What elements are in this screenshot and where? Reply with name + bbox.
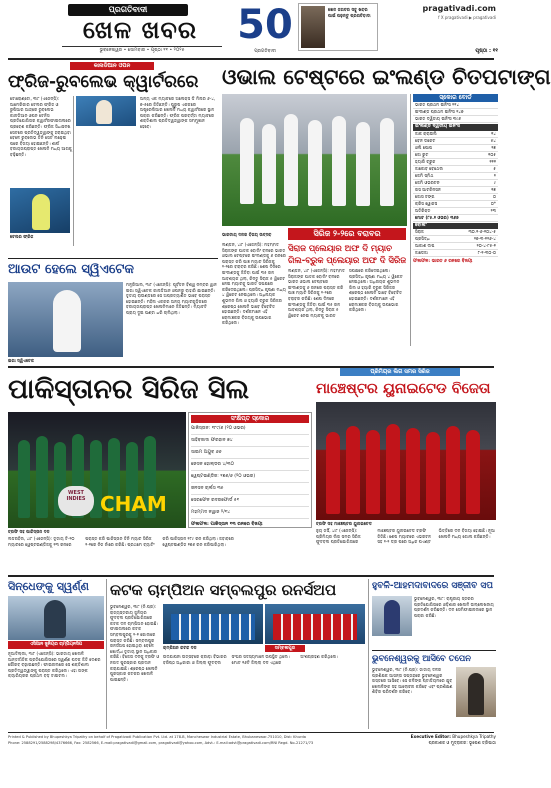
batting-row: ଜାକୋବ ବେଥେଲ ୫ — [415, 165, 496, 171]
canada-photo-small — [76, 96, 136, 126]
hubli-body: ଭୁବନେଶ୍ୱର, ୩ା୮: ରାଷ୍ଟ୍ରୀୟ ସ୍ତରର ପ୍ରତିଯୋଗିତାରେ ଓଡ଼ିଶାର ଖେଳାଳି ଉଲ୍ଲେଖନୀୟ ପ୍ରଦର୍ଶନ କରିଛନ୍ତି। ଦଳ ସେମିଫାଇନାଲରେ ସ୍ଥାନ ପକ୍କା କରିଛି। — [414, 596, 494, 618]
pakistan-body: ଲଡରହିଲ, ୪ା୮ (ଏଜେନ୍ସି): ତୃତୀୟ ଟି-୨୦ ମ୍ୟାଚରେ ୱେଷ୍ଟଇଣ୍ଡିଜକୁ ୧୩ ରନରେ ପରାସ୍ତ କରି ପାକିସ୍ତାନ ତିନି ମ୍ୟାଚ ସିରିଜ ୨-୧ରେ ନିଜ ନାଁରେ କରିଛି। ପ୍ରଥମେ ବ୍ୟାଟିଂ କରି ପାକିସ୍ତାନ ୧୮୯ ରନ କରିଥିଲା। ଜବାବରେ ୱେଷ୍ଟଇଣ୍ଡିଜ ୧୭୬ ରନ କରିପାରିଥିଲା। — [8, 536, 234, 547]
social-handles: f X pragativadi ▶ pragativadi — [438, 15, 496, 20]
manutd-photo-caption: ଟ୍ରଫି ସହ ମାଞ୍ଚେଷ୍ଟର ୟୁନାଇଟେଡ — [316, 521, 372, 526]
batting-row: ଗସ ଆଟକିନସନ ୧୭ — [415, 186, 496, 192]
anniversary-number: 50 — [237, 2, 293, 48]
scoreboard-line: ଭାରତ ଦ୍ୱିତୀୟ ଇନିଂସ ୩୯୬ — [413, 116, 498, 123]
site-url[interactable]: pragativadi.com — [422, 4, 496, 13]
short-score-line: ଫଳାଫଳ: ପାକିସ୍ତାନ ୧୩ ରନରେ ବିଜୟୀ — [191, 522, 263, 527]
bowling-title: ବୋଲିଂ — [413, 223, 498, 230]
canada-body: ଟୋରୋଣ୍ଟୋ, ୩ା୮ (ଏଜେନ୍ସି): ଆମେରିକାର ଟେଲର ଫ୍ରିଜ ଓ ରୁଷିଆର ଆନ୍ଦ୍ରେ ରୁବଲେଭ କାନାଡିଆନ ଓପନ ଟେନିସ ପ୍ରତିଯୋଗିତାର କ୍ୱାର୍ଟରଫାଇନାଲରେ ପ୍ରବେଶ କରିଛନ୍ତି। ଫ୍ରିଜ ସିଧାସଳଖ ସେଟରେ ପ୍ରତିଦ୍ୱନ୍ଦ୍ୱୀଙ୍କୁ ହରାଇଥିବା ବେଳେ ରୁବଲେଭ ତିନି ସେଟ ଲଢ଼େଇ ପରେ ବିଜୟୀ ହୋଇଛନ୍ତି। ଶୀର୍ଷ ବରୀୟତାପ୍ରାପ୍ତ ଖେଳାଳି ମଧ୍ୟ ଆଗକୁ ବଢ଼ିଛନ୍ତି। — [10, 96, 72, 157]
manutd-headline: ମାଞ୍ଚେଷ୍ଟର ୟୁନାଇଟେଡ ବିଜେତା — [316, 381, 491, 397]
brand-logo: ପ୍ରଗତିବାଦୀ — [68, 4, 188, 16]
canada-headline: ଫ୍ରିଜ-ରୁବଲେଭ କ୍ୱାର୍ଟରରେ — [8, 72, 199, 92]
divider — [8, 258, 218, 259]
cuttack-photo-caption-2: ଚାମ୍ପିଅନ କଟକ ଦଳ — [163, 645, 197, 650]
divider — [368, 579, 369, 729]
canada-kicker: କାନାଡିଆନ ଓପନ — [70, 62, 154, 70]
swiatek-photo-caption: ଇଗା ସ୍ୱିଏଟେକ — [8, 358, 35, 363]
cuttack-headline: କଟକ ଚାମ୍ପିଅନ ସମ୍ବଲପୁର ରନର୍ସଅପ — [110, 581, 337, 599]
footer-imprint — [8, 734, 348, 756]
bhubaneswar-body: ଭୁବନେଶ୍ୱର, ୩ା୮ (ନି.ପ୍ର): ଜାତୀୟ ଦଳର ପ୍ରଶିକ୍ଷକ ଆସନ୍ତା ସପ୍ତାହରେ ଭୁବନେଶ୍ୱର ଗସ୍ତରେ ଆସିବେ। ସେ କଳିଙ୍ଗ ଷ୍ଟାଡିୟମରେ ଯୁବ ଖେଳାଳିଙ୍କ ସହ ଆଲୋଚନା କରିବେ ଏବଂ ପ୍ରଶିକ୍ଷଣ ଶିବିର ପରିଦର୍ଶନ କରିବେ। — [372, 667, 453, 695]
section-title: ଖେଳ ଖବର — [82, 16, 198, 44]
sindhu-badge: ଏସିଆନ ଜୁନିୟର ଚାମ୍ପିୟନସିପ — [8, 641, 104, 649]
sindhu-body: ନୂଆଦିଲ୍ଲୀ, ୩ା୮ (ଏଜେନ୍ସି): ଭାରତୀୟ ଖେଳାଳି ଆନ୍ତର୍ଜାତିକ ପ୍ରତିଯୋଗିତାରେ ସ୍ୱର୍ଣ୍ଣ ପଦକ ଜିତି ଦେଶର ଗୌରବ ବଢ଼ାଇଛନ୍ତି। ଫାଇନାଲରେ ସେ ଶକ୍ତିଶାଳୀ ପ୍ରତିଦ୍ୱନ୍ଦ୍ୱୀଙ୍କୁ ପରାସ୍ତ କରିଥିଲେ। ଏହା ତାଙ୍କ କ୍ୟାରିୟରର ପ୍ରଥମ ବଡ଼ ଟାଇଟଲ। — [8, 651, 101, 679]
bowling-row: ଆକାଶ ଦୀପ ୨୦-୪-୮୫-୧ — [415, 243, 496, 248]
scoreboard-line: ଭାରତ ପ୍ରଥମ ଇନିଂସ ୨୨୪ — [413, 102, 498, 109]
canada-body-2: ଅନ୍ୟ ଏକ ମ୍ୟାଚରେ ଅଲେକ୍ସ ଡି ମିନାର ୬-୪, ୭-୫ରେ ଜିତିଛନ୍ତି। ପୁରୁଷ ଏକକରେ ଅଷ୍ଟ୍ରେଲିଆର ଖେଳାଳି ମଧ୍ୟ କ୍ୱାର୍ଟରରେ ସ୍ଥାନ ପକ୍କା କରିଛନ୍ତି। ଫ୍ରିଜ ପରବର୍ତ୍ତୀ ମ୍ୟାଚରେ ଶକ୍ତିଶାଳୀ ପ୍ରତିଦ୍ୱନ୍ଦ୍ୱୀଙ୍କ ସମ୍ମୁଖୀନ ହେବେ। — [140, 96, 216, 129]
contact-line: Phone: 2588291/2588298/4376666, Fax: 2582566, E-mail:pragativadi@gmail.com, pragativadi@yahoo.com, Advt.: E-mail:advt@pragativadi.com/RNI Regd. No-21271/73 — [8, 741, 314, 745]
short-score-box — [188, 412, 312, 528]
cuttack-photo-1 — [163, 604, 263, 644]
scoreboard-line: ଇଂଲଣ୍ଡ ପ୍ରଥମ ଇନିଂସ ୨୪୭ — [413, 109, 498, 116]
short-score-line: ସାହିବଜାଦା ଫରହାନ ୭୪ — [191, 435, 309, 447]
batting-row: ହ୍ୟାରି ବ୍ରୁକ ୧୧୧ — [415, 158, 496, 164]
champ-text: CHAM — [100, 492, 167, 516]
divider — [73, 96, 74, 246]
pakistan-photo — [8, 412, 186, 528]
bowling-row: ସିରାଜ ୩୦.୧-୬-୧୦୪-୫ — [415, 229, 496, 234]
short-score-line: ୱେଷ୍ଟଇଣ୍ଡିଜ: ୧୭୬/୬ (୨୦ ଓଭର) — [191, 471, 309, 483]
short-score-line: ସାଇମ ଅୟୁବ ୬୬ — [191, 447, 309, 459]
oval-deck-2: ଗିଲ-ବ୍ରୁକ ପ୍ଲେୟାର ଅଫ ଦି ସିରିଜ — [288, 255, 407, 265]
swiatek-photo — [8, 282, 123, 357]
bowling-row: ପ୍ରସିଦ୍ଧ ୨୭-୩-୧୨୬-୪ — [415, 236, 496, 241]
swiatek-body: ମନ୍ଟ୍ରିଆଲ, ୩ା୮ (ଏଜେନ୍ସି): ପୂର୍ବତନ ବିଶ୍ୱ ନମ୍ବର ୱାନ ଇଗା ସ୍ୱିଏଟେକ କାନାଡିଆନ ଓପନରୁ ବାହାରି ଯାଇଛନ୍ତି। ତୃତୀୟ ରାଉଣ୍ଡରେ ସେ ଅପ୍ରତ୍ୟାଶିତ ଭାବେ ପରାସ୍ତ ହୋଇଛନ୍ତି। ମହିଳା ଏକକର ଅନ୍ୟ ମ୍ୟାଚଗୁଡ଼ିକରେ ବରୀୟତାପ୍ରାପ୍ତ ଖେଳାଳିମାନେ ଜିତିଛନ୍ତି। ମ୍ୟାଚଟି ପ୍ରାୟ ଦୁଇ ଘଣ୍ଟା ଧରି ଚାଲିଥିଲା। — [126, 282, 217, 315]
footer-rule — [8, 732, 494, 733]
batting-list — [413, 131, 498, 215]
batting-row: ଓଲି ପୋପ ୨୭ — [415, 144, 496, 150]
editor-label: Executive Editor: — [410, 734, 451, 739]
promo-text: ଖେଳ ଜଗତର ସବୁ ଖବର ପାଇଁ ପଢ଼ନ୍ତୁ ପ୍ରଗତିବାଦୀ — [328, 7, 371, 18]
page-number: ପୃଷ୍ଠା : ୧୧ — [475, 48, 498, 54]
editor-name: Bhupeshkya Tripathy — [452, 734, 496, 739]
batting-row: ଅତିରିକ୍ତ ୨୩ — [415, 207, 496, 213]
divider — [106, 579, 107, 729]
anniversary-logo — [235, 2, 295, 56]
dateline: ଭୁବନେଶ୍ୱର • ସୋମବାର • ପୃଷ୍ଠା ୧୧ • ୨୦୨୫ — [62, 46, 222, 53]
batting-row: ଜୋ ରୁଟ ୧୦୫ — [415, 151, 496, 157]
short-score-title: ସଂକ୍ଷିପ୍ତ ସ୍କୋର — [191, 415, 309, 423]
divider — [372, 650, 496, 651]
divider — [8, 575, 494, 577]
canada-photo-main — [10, 188, 70, 233]
hubli-photo — [372, 596, 412, 636]
bowling-row: ଜାଡେଜା ୮-୧-୩୦-୦ — [415, 250, 496, 255]
short-score-line: ଜେସନ ହୋଲ୍ଡର ୪/୩୦ — [191, 459, 309, 471]
sindhu-headline: ସିନ୍ଧେଙ୍କୁ ସ୍ୱର୍ଣ୍ଣ — [8, 580, 89, 593]
manutd-kicker: ପ୍ରିମିୟର ଲିଗ ସମର ସିରିଜ — [340, 368, 460, 376]
scoreboard-result: ଫଳାଫଳ: ଭାରତ ୬ ରନରେ ବିଜୟୀ — [413, 259, 473, 264]
editor-sub: ପ୍ରକାଶକ ଓ ମୁଦ୍ରାକର: ଭୂପେଶ ତ୍ରିପାଠୀ — [428, 740, 496, 745]
bhubaneswar-photo — [456, 667, 496, 717]
manutd-photo — [316, 402, 496, 520]
short-score-line: ମହମ୍ମଦ ନୱାଜ ୨/୧୪ — [191, 507, 309, 519]
cuttack-body-2: ଉଦଯାପନୀ ଉତ୍ସବରେ କ୍ରୀଡ଼ା ବିଭାଗର ବରିଷ୍ଠ ଅଧିକାରୀ ଓ ଜିଲ୍ଲା ଫୁଟବଲ ସଂଘର ସଦସ୍ୟମାନେ ଉପସ୍ଥିତ ଥିଲେ। ମୋଟ ୧୬ଟି ଜିଲ୍ଲା ଦଳ ଏଥିରେ ଅଂଶଗ୍ରହଣ କରିଥିଲେ। — [163, 654, 339, 665]
promo-photo — [301, 6, 325, 48]
canada-photo-caption: ଟେଲର ଫ୍ରିଜ — [10, 234, 34, 239]
scoreboard-title: ସ୍କୋର ବୋର୍ଡ — [413, 94, 498, 102]
manutd-body: ନ୍ୟୁ ଜର୍ସି, ୪ା୮ (ଏଜେନ୍ସି): ପ୍ରିମିୟର ଲିଗ ସମର ସିରିଜ ଫୁଟବଲ ପ୍ରତିଯୋଗିତାରେ ମାଞ୍ଚେଷ୍ଟର ୟୁନାଇଟେଡ ଟ୍ରଫି ଜିତିଛି। ଶେଷ ମ୍ୟାଚରେ ଏଭରଟନ ସହ ୨-୨ ଡ୍ର ପରେ ଅଧିକ ପଏଣ୍ଟ ଭିତ୍ତିରେ ଦଳ ବିଜୟୀ ହୋଇଛି। ନୂଆ ଖେଳାଳି ମଧ୍ୟ ଗୋଲ କରିଛନ୍ତି। — [316, 528, 495, 545]
oval-headline: ଓଭାଲ ଟେଷ୍ଟରେ ଇଂଲଣ୍ଡ ଚିତପଟାଙ୍ଗ — [222, 65, 551, 89]
short-score-line: ସେରଫେନ ରଦରଫୋର୍ଡ ୫୧ — [191, 495, 309, 507]
cuttack-photo-2 — [265, 604, 365, 644]
batting-row: ଜେମି ଓଭରଟନ ୯ — [415, 179, 496, 185]
cuttack-photo-caption: ସମ୍ବଲପୁର — [265, 645, 305, 652]
oval-sub-headline: ସିରିଜ ୨-୨ରେ ବରାବର — [288, 228, 406, 240]
hubli-headline: ହୁବଳି-ଆହମଦାବାଦରେ ସଞ୍ଜୀବ ସପ — [372, 581, 493, 591]
short-score-line: ଜନସନ ଚାର୍ଲସ ୩୫ — [191, 483, 309, 495]
oval-body: ଲଣ୍ଡନ, ୪ା୮ (ଏଜେନ୍ସି): ମହମ୍ମଦ ସିରାଜଙ୍କ ଘାତକ ବୋଲିଂ ବଳରେ ଭାରତ ଓଭାଲ ଟେଷ୍ଟରେ ଇଂଲଣ୍ଡକୁ ୬ ରନରେ ପରାସ୍ତ କରି ପାଞ୍ଚ ମ୍ୟାଚ ସିରିଜକୁ ୨-୨ରେ ବରାବର କରିଛି। ଶେଷ ଦିନରେ ଇଂଲଣ୍ଡକୁ ଜିତିବା ପାଇଁ ୩୫ ରନ ଆବଶ୍ୟକ ଥିଲା, କିନ୍ତୁ ସିରାଜ ୫ ୱିକେଟ ନେଇ ମ୍ୟାଚକୁ ଭାରତ ସପକ୍ଷରେ କରିଦେଇଥିଲେ। ପ୍ରସିଦ୍ଧ କୃଷ୍ଣା ମଧ୍ୟ ୪ ୱିକେଟ ନେଇଥିଲେ। ଅଧିନାୟକ ଶୁଭମନ ଗିଲ ଓ ହ୍ୟାରି ବ୍ରୁକ ସିରିଜର ଶ୍ରେଷ୍ଠ ଖେଳାଳି ଭାବେ ବିବେଚିତ ହୋଇଛନ୍ତି। ଦର୍ଶକମାନେ ଏହି ରୋମାଞ୍ଚକର ବିଜୟକୁ ଉପଭୋଗ କରିଥିଲେ। — [222, 242, 286, 326]
sindhu-photo — [8, 596, 104, 640]
batting-row: ଜାକ କ୍ରାଉଲି ୧୪ — [415, 130, 496, 136]
batting-row: କ୍ରିସ ୱୋକସ ୦* — [415, 200, 496, 206]
masthead — [0, 0, 500, 60]
pakistan-photo-caption: ଟ୍ରଫି ସହ ପାକିସ୍ତାନ ଦଳ — [8, 529, 50, 534]
short-score-line: ପାକିସ୍ତାନ: ୧୮୯/୬ (୨୦ ଓଭର) — [191, 423, 309, 435]
cuttack-body: ଭୁବନେଶ୍ୱର, ୩ା୮ (ନି.ପ୍ର): ରାଜ୍ୟସ୍ତରୀୟ ଜୁନିୟର ଫୁଟବଲ ପ୍ରତିଯୋଗିତାରେ କଟକ ଦଳ ଚାମ୍ପିଅନ ହୋଇଛି। ଫାଇନାଲରେ କଟକ ସମ୍ବଲପୁରକୁ ୨-୧ ଗୋଲରେ ପରାସ୍ତ କରିଛି। ସମ୍ବଲପୁର ରନର୍ସଅପ ହୋଇଥିବା ବେଳେ ଖୋର୍ଦ୍ଧା ତୃତୀୟ ସ୍ଥାନ ଅଧିକାର କରିଛି। ବିଜେତା ଦଳକୁ ଟ୍ରଫି ଓ ନଗଦ ପୁରସ୍କାର ପ୍ରଦାନ କରାଯାଇଛି। ଶ୍ରେଷ୍ଠ ଖେଳାଳି ପୁରସ୍କାର କଟକର ଖେଳାଳି ପାଇଛନ୍ତି। — [110, 604, 160, 682]
batting-row: ଜେମି ସ୍ମିଥ ୨ — [415, 172, 496, 178]
batting-row: ବେନ ଡକେଟ ୫୪ — [415, 137, 496, 143]
scoreboard-section: ଇଂଲଣ୍ଡ ଦ୍ୱିତୀୟ ଇନିଂସ — [413, 124, 498, 131]
promo-box — [298, 3, 378, 51]
swiatek-headline: ଆଉଟ ହେଲେ ସ୍ୱିଏଟେକ — [8, 262, 134, 277]
oval-deck-1: ସିରାଜ ପ୍ଲେୟାର ଅଫ ଦି ମ୍ୟାଚ — [288, 243, 392, 253]
scoreboard-total: ମୋଟ (୮୫.୧ ଓଭର) ୩୬୭ — [413, 215, 498, 222]
oval-photo-caption: ଭାରତୀୟ ଦଳର ବିଜୟ ଉତ୍ସବ — [222, 232, 272, 237]
footer-editor — [352, 734, 496, 756]
oval-body-cont: ଲଣ୍ଡନ, ୪ା୮ (ଏଜେନ୍ସି): ମହମ୍ମଦ ସିରାଜଙ୍କ ଘାତକ ବୋଲିଂ ବଳରେ ଭାରତ ଓଭାଲ ଟେଷ୍ଟରେ ଇଂଲଣ୍ଡକୁ ୬ ରନରେ ପରାସ୍ତ କରି ପାଞ୍ଚ ମ୍ୟାଚ ସିରିଜକୁ ୨-୨ରେ ବରାବର କରିଛି। ଶେଷ ଦିନରେ ଇଂଲଣ୍ଡକୁ ଜିତିବା ପାଇଁ ୩୫ ରନ ଆବଶ୍ୟକ ଥିଲା, କିନ୍ତୁ ସିରାଜ ୫ ୱିକେଟ ନେଇ ମ୍ୟାଚକୁ ଭାରତ ସପକ୍ଷରେ କରିଦେଇଥିଲେ। ପ୍ରସିଦ୍ଧ କୃଷ୍ଣା ମଧ୍ୟ ୪ ୱିକେଟ ନେଇଥିଲେ। ଅଧିନାୟକ ଶୁଭମନ ଗିଲ ଓ ହ୍ୟାରି ବ୍ରୁକ ସିରିଜର ଶ୍ରେଷ୍ଠ ଖେଳାଳି ଭାବେ ବିବେଚିତ ହୋଇଛନ୍ତି। ଦର୍ଶକମାନେ ଏହି ରୋମାଞ୍ଚକର ବିଜୟକୁ ଉପଭୋଗ କରିଥିଲେ। — [288, 268, 403, 318]
bhubaneswar-headline: ଭୁବନେଶ୍ୱରକୁ ଆସିବେ ତପେନ — [372, 653, 471, 663]
pakistan-headline: ପାକିସ୍ତାନର ସିରିଜ ସିଲ — [8, 374, 250, 405]
batting-row: ଜୋସ ଟଙ୍ଗ ୦ — [415, 193, 496, 199]
banner-text: WEST INDIES — [58, 486, 94, 516]
scoreboard — [410, 94, 498, 346]
imprint-line: Printed & Published by Bhupeshkya Tripathy on behalf of Pragativadi Publication Pvt. Ltd. at 178-B, Mancheswar Industrial Estate, Bhubaneswar-751010, Dist: Khurda — [8, 735, 306, 739]
oval-photo — [222, 94, 407, 226]
anniversary-label: ପ୍ରଗତିବାଦୀ — [254, 49, 276, 54]
